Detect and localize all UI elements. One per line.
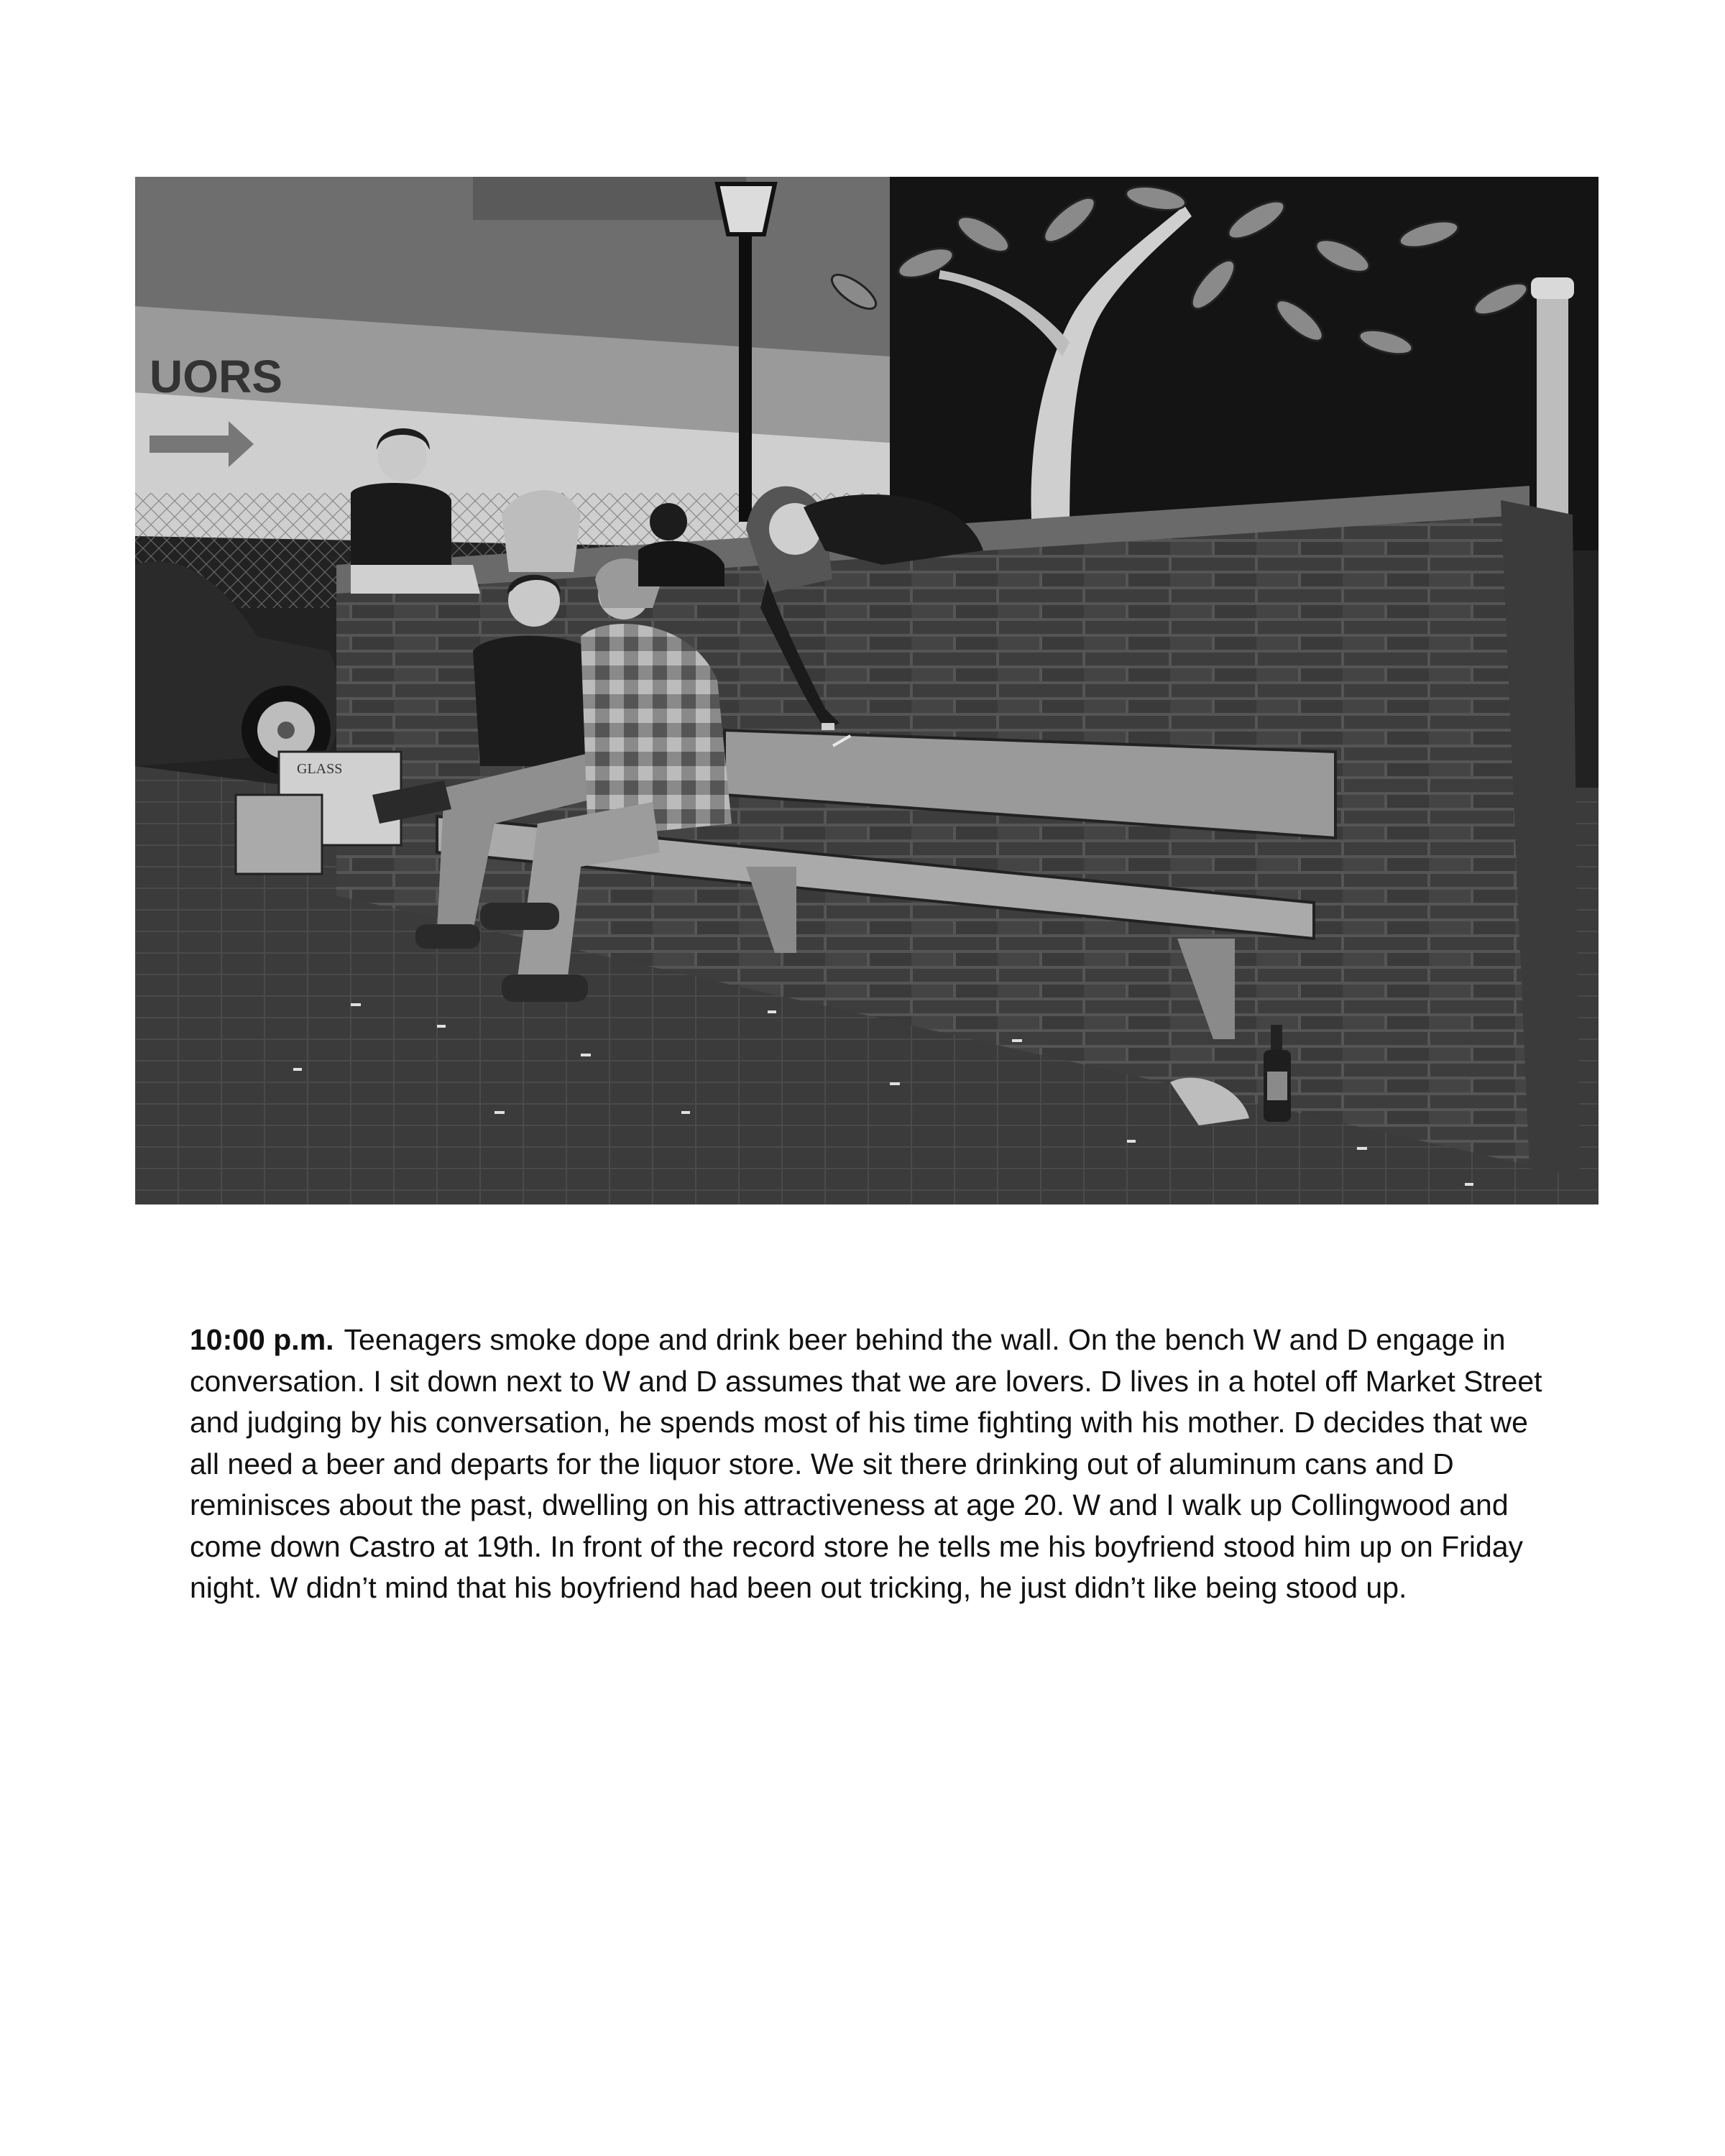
photograph	[135, 177, 1598, 1204]
liquors-sign: UORS	[150, 351, 282, 402]
lamp-post	[739, 206, 752, 522]
street-scene-image	[135, 177, 1598, 1204]
street-lamp	[717, 184, 775, 234]
caption-text: Teenagers smoke dope and drink beer behind the wall. On the bench W and D engage in conversation. I sit down next to W and D assumes that we are lovers. D lives in a hotel off Market Street and judging by his conversation, he spends most of his time fighting with his mother. D decides that we all need a beer and departs for the liquor store. We sit there drinking out of aluminum cans and D reminisces about the past, dwelling on his attractiveness at age 20. W and I walk up Collingwood and come down Castro at 19th. In front of the record store he tells me his boyfriend stood him up on Friday night. W didn’t mind that his boyfriend had been out tricking, he just didn’t like being stood up.	[190, 1323, 1542, 1604]
box-label: GLASS	[297, 761, 343, 777]
caption-paragraph	[190, 1319, 1555, 1609]
caption-time: 10:00 p.m.	[190, 1323, 334, 1356]
